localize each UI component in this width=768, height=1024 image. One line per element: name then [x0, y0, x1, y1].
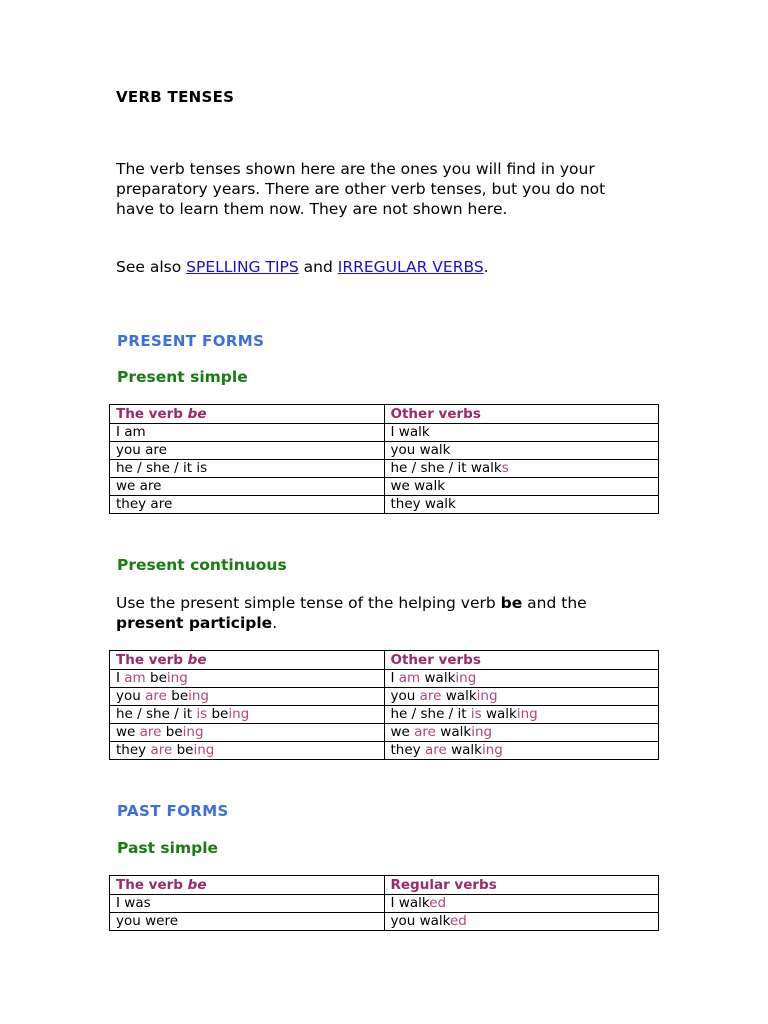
cell-be: [110, 670, 385, 688]
verb-ending: ing: [476, 688, 498, 704]
auxiliary: are: [145, 688, 167, 704]
verb-ending: ed: [450, 913, 467, 929]
cell-other: I walk: [384, 424, 659, 442]
cell-other: [384, 670, 659, 688]
verb-ending: ing: [182, 724, 204, 740]
desc-text: Use the present simple tense of the helping verb: [116, 594, 501, 612]
desc-bold-be: be: [500, 594, 523, 612]
column-header-regular-verbs: Regular verbs: [384, 876, 659, 895]
auxiliary: is: [196, 706, 208, 722]
verb-base: you walk: [390, 913, 450, 929]
pronoun: you: [390, 688, 416, 704]
present-forms-heading: PRESENT FORMS: [117, 332, 265, 350]
verb-stem: walk: [485, 706, 517, 722]
verb-stem: walk: [445, 688, 477, 704]
irregular-verbs-link[interactable]: IRREGULAR VERBS: [337, 258, 484, 276]
verb-ending: ing: [166, 670, 188, 686]
header-prefix: The verb: [116, 876, 188, 893]
header-verb: be: [187, 876, 207, 893]
table-header-row: [110, 405, 659, 424]
verb-ending: ed: [429, 895, 447, 911]
verb-stem: be: [165, 724, 183, 740]
verb-stem: be: [211, 706, 229, 722]
verb-ending: ing: [516, 706, 538, 722]
cell-be: [110, 742, 385, 760]
table-row: [110, 706, 659, 724]
table-row: [110, 442, 659, 460]
auxiliary: are: [150, 742, 173, 758]
cell-other: [384, 895, 659, 913]
page-title: VERB TENSES: [116, 88, 235, 106]
column-header-other-verbs: Other verbs: [384, 405, 659, 424]
cell-other: [384, 724, 659, 742]
verb-ending: ing: [193, 742, 215, 758]
pronoun: we: [116, 724, 136, 740]
past-forms-heading: PAST FORMS: [117, 802, 229, 820]
cell-be: [110, 688, 385, 706]
verb-stem: be: [176, 742, 194, 758]
auxiliary: am: [124, 670, 146, 686]
verb-ending: ing: [455, 670, 477, 686]
table-header-row: [110, 876, 659, 895]
cell-be: we are: [110, 478, 385, 496]
verb-stem: walk: [440, 724, 472, 740]
cell-be: you were: [110, 913, 385, 931]
verb-stem: walk: [451, 742, 482, 758]
table-row: [110, 913, 659, 931]
table-row: [110, 496, 659, 514]
table-row: [110, 424, 659, 442]
verb-stem: be: [150, 670, 167, 686]
table-row: [110, 460, 659, 478]
table-row: [110, 742, 659, 760]
pronoun: he / she / it: [116, 706, 193, 722]
auxiliary: am: [398, 670, 421, 686]
present-continuous-heading: Present continuous: [117, 556, 287, 574]
verb-ending: ing: [481, 742, 503, 758]
desc-text: .: [272, 614, 278, 632]
pronoun: we: [390, 724, 410, 740]
header-verb: be: [187, 651, 207, 668]
table-row: [110, 724, 659, 742]
present-continuous-table: [109, 650, 659, 760]
cell-other: you walk: [384, 442, 659, 460]
column-header-verb-be: [110, 876, 385, 895]
pronoun: they: [116, 742, 147, 758]
present-continuous-description: [116, 593, 636, 633]
verb-base: he / she / it walk: [390, 460, 502, 476]
desc-bold-present-participle: present participle: [116, 614, 273, 632]
auxiliary: is: [470, 706, 482, 722]
pronoun: I: [390, 670, 395, 686]
header-prefix: The verb: [116, 651, 188, 668]
auxiliary: are: [424, 742, 447, 758]
cell-other: they walk: [384, 496, 659, 514]
spelling-tips-link[interactable]: SPELLING TIPS: [186, 258, 299, 276]
cell-other: [384, 706, 659, 724]
cell-other: we walk: [384, 478, 659, 496]
cell-be: [110, 706, 385, 724]
auxiliary: are: [139, 724, 162, 740]
header-verb: be: [187, 405, 207, 422]
cell-other: [384, 913, 659, 931]
verb-stem: walk: [424, 670, 456, 686]
auxiliary: are: [414, 724, 436, 740]
past-simple-heading: Past simple: [117, 839, 219, 857]
cell-be: they are: [110, 496, 385, 514]
see-also-suffix: .: [483, 258, 489, 276]
column-header-other-verbs: Other verbs: [384, 651, 659, 670]
verb-ending: ing: [471, 724, 493, 740]
cell-be: [110, 724, 385, 742]
cell-be: he / she / it is: [110, 460, 385, 478]
past-simple-table: [109, 875, 659, 931]
verb-ending: ing: [228, 706, 250, 722]
cell-other: [384, 742, 659, 760]
auxiliary: are: [419, 688, 442, 704]
cell-be: you are: [110, 442, 385, 460]
see-also-line: [116, 257, 489, 277]
table-header-row: [110, 651, 659, 670]
verb-base: I walk: [390, 895, 430, 911]
desc-text: and the: [522, 594, 587, 612]
verb-ending: ing: [188, 688, 210, 704]
pronoun: I: [116, 670, 120, 686]
cell-other: [384, 688, 659, 706]
cell-other: [384, 460, 659, 478]
cell-be: I am: [110, 424, 385, 442]
column-header-verb-be: [110, 651, 385, 670]
verb-ending: s: [501, 460, 509, 476]
intro-paragraph: The verb tenses shown here are the ones you will find in your preparatory years. There are other verb tenses, but you do not have to learn them now. They are not shown here.: [116, 160, 606, 218]
table-row: [110, 670, 659, 688]
table-row: [110, 478, 659, 496]
table-row: [110, 895, 659, 913]
verb-stem: be: [171, 688, 189, 704]
pronoun: they: [390, 742, 421, 758]
see-also-middle: and: [298, 258, 338, 276]
see-also-prefix: See also: [116, 258, 187, 276]
cell-be: I was: [110, 895, 385, 913]
present-simple-heading: Present simple: [117, 368, 248, 386]
table-row: [110, 688, 659, 706]
header-prefix: The verb: [116, 405, 188, 422]
pronoun: he / she / it: [390, 706, 467, 722]
column-header-verb-be: [110, 405, 385, 424]
pronoun: you: [116, 688, 141, 704]
present-simple-table: [109, 404, 659, 514]
